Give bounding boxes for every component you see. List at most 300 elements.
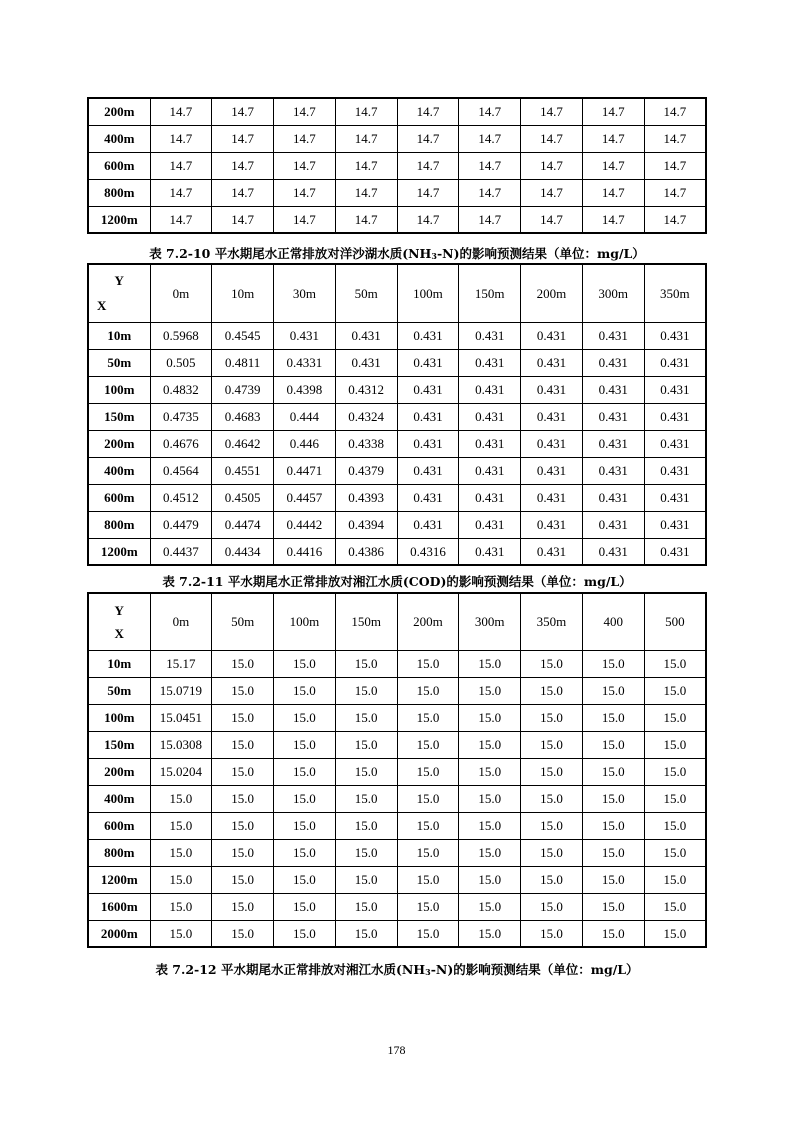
table-cell: 15.0: [644, 812, 706, 839]
table-cell: 15.0: [397, 866, 459, 893]
table-cell: 15.0: [521, 650, 583, 677]
table-cell: 15.0: [212, 785, 274, 812]
table-cell: 15.0: [150, 785, 212, 812]
table-cell: 0.431: [644, 484, 706, 511]
table-cell: 14.7: [150, 206, 212, 233]
row-label: 50m: [88, 349, 150, 376]
table-cell: 15.0: [274, 893, 336, 920]
header-axis-cell: Y X: [88, 593, 150, 650]
table-row: [88, 839, 706, 866]
table-cell: 15.0: [150, 839, 212, 866]
table-cell: 15.0: [644, 650, 706, 677]
table-cell: 15.0: [644, 893, 706, 920]
table-cell: 15.0: [212, 920, 274, 947]
table-cell: 15.0: [335, 704, 397, 731]
table-cell: 15.0: [582, 812, 644, 839]
table-cell: 0.431: [397, 430, 459, 457]
row-label: 1600m: [88, 893, 150, 920]
table-cell: 15.0: [459, 812, 521, 839]
table-cell: 15.0: [335, 839, 397, 866]
table-cell: 0.431: [459, 457, 521, 484]
column-header: 10m: [212, 264, 274, 322]
table-cell: 15.0: [397, 920, 459, 947]
column-header: 50m: [335, 264, 397, 322]
table-caption-7-2-11: 表 7.2-11 平水期尾水正常排放对湘江水质(COD)的影响预测结果（单位：mg/L）: [162, 574, 632, 589]
table-cell: 0.431: [644, 538, 706, 565]
column-header: 350m: [644, 264, 706, 322]
table-cell: 0.431: [582, 538, 644, 565]
table-cell: 15.0: [212, 812, 274, 839]
table-cell: 15.0: [582, 866, 644, 893]
table-cell: 0.4832: [150, 376, 212, 403]
table-cell: 0.431: [459, 484, 521, 511]
table-cell: 15.0: [459, 893, 521, 920]
table-cell: 15.0: [459, 731, 521, 758]
table-cell: 14.7: [582, 179, 644, 206]
table-cell: 0.431: [644, 430, 706, 457]
table-cell: 15.0: [582, 785, 644, 812]
table-cell: 15.0: [397, 731, 459, 758]
table-cell: 15.0: [459, 920, 521, 947]
table-cell: 15.0: [521, 839, 583, 866]
table-cell: 14.7: [335, 152, 397, 179]
table-cell: 15.0: [459, 866, 521, 893]
table-continued: [87, 97, 707, 234]
row-label: 2000m: [88, 920, 150, 947]
table-cell: 15.0: [274, 785, 336, 812]
table-cell: 14.7: [335, 206, 397, 233]
table-cell: 15.0: [212, 731, 274, 758]
table-cell: 14.7: [644, 125, 706, 152]
row-label: 800m: [88, 179, 150, 206]
table-cell: 0.431: [521, 538, 583, 565]
table-cell: 0.4505: [212, 484, 274, 511]
table-cell: 15.0: [212, 677, 274, 704]
table-cell: 15.0: [335, 812, 397, 839]
table-cell: 14.7: [521, 152, 583, 179]
table-cell: 15.0: [397, 650, 459, 677]
table-row: [88, 511, 706, 538]
row-label: 800m: [88, 511, 150, 538]
column-header: 30m: [274, 264, 336, 322]
row-label: 400m: [88, 785, 150, 812]
row-label: 600m: [88, 484, 150, 511]
table-cell: 15.0719: [150, 677, 212, 704]
table-cell: 0.4434: [212, 538, 274, 565]
row-label: 400m: [88, 457, 150, 484]
table-cell: 14.7: [274, 206, 336, 233]
table-cell: 14.7: [582, 152, 644, 179]
table-row: [88, 376, 706, 403]
table-cell: 14.7: [397, 179, 459, 206]
table-cell: 0.431: [459, 430, 521, 457]
table-cell: 15.0: [397, 839, 459, 866]
table-row: [88, 179, 706, 206]
table-row: [88, 758, 706, 785]
table-cell: 15.0: [150, 812, 212, 839]
column-header: 150m: [459, 264, 521, 322]
table-cell: 15.0: [397, 812, 459, 839]
table-cell: 0.446: [274, 430, 336, 457]
table-cell: 14.7: [335, 179, 397, 206]
table-cell: 0.431: [644, 457, 706, 484]
table-row: [88, 430, 706, 457]
table-cell: 0.431: [521, 511, 583, 538]
column-header: 0m: [150, 264, 212, 322]
table-cell: 0.4324: [335, 403, 397, 430]
table-cell: 0.431: [644, 376, 706, 403]
row-label: 10m: [88, 650, 150, 677]
table-cell: 14.7: [150, 125, 212, 152]
table-cell: 0.4474: [212, 511, 274, 538]
table-cell: 14.7: [212, 125, 274, 152]
table-cell: 14.7: [644, 98, 706, 125]
table-cell: 15.0204: [150, 758, 212, 785]
table-cell: 0.431: [397, 511, 459, 538]
table-cell: 14.7: [521, 206, 583, 233]
table-cell: 14.7: [582, 98, 644, 125]
table-cell: 15.0: [212, 839, 274, 866]
table-cell: 15.0: [644, 839, 706, 866]
table-cell: 0.431: [582, 484, 644, 511]
table-cell: 15.0: [459, 650, 521, 677]
table-cell: 0.431: [521, 376, 583, 403]
column-header: 300m: [582, 264, 644, 322]
table-caption-7-2-12: 表 7.2-12 平水期尾水正常排放对湘江水质$(NH_3-N)$的影响预测结果（单位：mg/L）: [155, 962, 639, 977]
table-cell: 15.0: [274, 920, 336, 947]
table-cell: 0.431: [521, 457, 583, 484]
row-label: 600m: [88, 812, 150, 839]
table-cell: 14.7: [521, 179, 583, 206]
row-label: 150m: [88, 731, 150, 758]
table-cell: 15.0: [521, 812, 583, 839]
table-cell: 15.0: [521, 731, 583, 758]
table-cell: 0.4379: [335, 457, 397, 484]
table-cell: 0.431: [582, 403, 644, 430]
table-cell: 15.0: [459, 785, 521, 812]
table-cell: 0.4442: [274, 511, 336, 538]
table-cell: 15.0: [150, 866, 212, 893]
table-cell: 15.0: [335, 650, 397, 677]
table-cell: 0.4331: [274, 349, 336, 376]
table-cell: 15.0: [582, 839, 644, 866]
table-cell: 0.4811: [212, 349, 274, 376]
table-cell: 0.4437: [150, 538, 212, 565]
row-label: 800m: [88, 839, 150, 866]
table-cell: 14.7: [644, 152, 706, 179]
table-cell: 15.0: [644, 866, 706, 893]
table-cell: 0.431: [582, 322, 644, 349]
table-cell: 14.7: [212, 206, 274, 233]
column-header: 300m: [459, 593, 521, 650]
table-cell: 14.7: [212, 98, 274, 125]
row-label: 200m: [88, 98, 150, 125]
table-cell: 0.431: [644, 322, 706, 349]
table-cell: 15.0: [335, 758, 397, 785]
table-cell: 0.4564: [150, 457, 212, 484]
table-cell: 0.431: [459, 403, 521, 430]
table-cell: 0.431: [521, 430, 583, 457]
table-row: [88, 866, 706, 893]
column-header: 150m: [335, 593, 397, 650]
table-cell: 15.0: [335, 893, 397, 920]
table-cell: 15.0: [150, 893, 212, 920]
table-cell: 0.431: [644, 403, 706, 430]
table-cell: 15.0: [644, 731, 706, 758]
table-row: [88, 812, 706, 839]
table-cell: 0.4683: [212, 403, 274, 430]
table-row: [88, 893, 706, 920]
table-cell: 15.0: [521, 704, 583, 731]
column-header: 100m: [397, 264, 459, 322]
table-cell: 14.7: [212, 152, 274, 179]
table-cell: 0.431: [397, 322, 459, 349]
table-cell: 0.4545: [212, 322, 274, 349]
table-cell: 14.7: [274, 98, 336, 125]
table-cell: 14.7: [274, 179, 336, 206]
table-cell: 15.0: [521, 758, 583, 785]
table-cell: 0.505: [150, 349, 212, 376]
table-cell: 15.0: [397, 677, 459, 704]
column-header: 50m: [212, 593, 274, 650]
page-number: 178: [387, 1043, 406, 1057]
column-header: 200m: [397, 593, 459, 650]
table-cell: 15.0: [582, 758, 644, 785]
table-cell: 15.0: [582, 893, 644, 920]
table-row: [88, 704, 706, 731]
table-cell: 0.431: [459, 349, 521, 376]
table-cell: 14.7: [397, 206, 459, 233]
table-cell: 15.0: [521, 785, 583, 812]
table-cell: 15.0: [582, 731, 644, 758]
table-cell: 0.4386: [335, 538, 397, 565]
table-cell: 0.4551: [212, 457, 274, 484]
table-cell: 15.0: [397, 785, 459, 812]
table-cell: 15.0: [397, 893, 459, 920]
table-cell: 14.7: [459, 179, 521, 206]
table-cell: 14.7: [644, 206, 706, 233]
table-cell: 15.0: [582, 920, 644, 947]
table-row: [88, 403, 706, 430]
table-cell: 15.0: [212, 650, 274, 677]
table-cell: 14.7: [397, 125, 459, 152]
table-cell: 0.4457: [274, 484, 336, 511]
table-row: [88, 457, 706, 484]
row-label: 400m: [88, 125, 150, 152]
table-cell: 15.0: [397, 704, 459, 731]
table-cell: 15.17: [150, 650, 212, 677]
table-cell: 14.7: [274, 125, 336, 152]
table-cell: 14.7: [335, 98, 397, 125]
table-cell: 0.431: [274, 322, 336, 349]
table-cell: 0.431: [521, 403, 583, 430]
table-cell: 0.4642: [212, 430, 274, 457]
table-cell: 15.0: [274, 677, 336, 704]
table-cell: 14.7: [644, 179, 706, 206]
table-cell: 15.0: [644, 704, 706, 731]
table-row: [88, 677, 706, 704]
table-cell: 0.4471: [274, 457, 336, 484]
table-cell: 0.431: [521, 322, 583, 349]
table-cell: 0.431: [521, 349, 583, 376]
table-row: [88, 484, 706, 511]
table-cell: 14.7: [459, 206, 521, 233]
table-cell: 15.0: [335, 866, 397, 893]
table-cell: 0.431: [582, 511, 644, 538]
table-cell: 0.4512: [150, 484, 212, 511]
table-caption-7-2-10: 表 7.2-10 平水期尾水正常排放对洋沙湖水质$(NH_3-N)$的影响预测结果（单位：mg/L）: [149, 246, 645, 261]
table-cell: 15.0: [150, 920, 212, 947]
table-cell: 0.431: [459, 511, 521, 538]
row-label: 100m: [88, 704, 150, 731]
column-header: 200m: [521, 264, 583, 322]
table-row: [88, 785, 706, 812]
table-cell: 14.7: [459, 98, 521, 125]
row-label: 600m: [88, 152, 150, 179]
row-label: 100m: [88, 376, 150, 403]
table-cell: 14.7: [397, 98, 459, 125]
table-cod-river: [87, 592, 707, 948]
table-cell: 15.0: [644, 785, 706, 812]
column-header: 400: [582, 593, 644, 650]
table-cell: 15.0: [582, 677, 644, 704]
table-cell: 15.0: [644, 758, 706, 785]
table-cell: 14.7: [150, 179, 212, 206]
row-label: 150m: [88, 403, 150, 430]
column-header: 100m: [274, 593, 336, 650]
table-cell: 0.4676: [150, 430, 212, 457]
table-cell: 0.431: [397, 403, 459, 430]
table-row: [88, 322, 706, 349]
row-label: 1200m: [88, 206, 150, 233]
column-header: 350m: [521, 593, 583, 650]
table-cell: 15.0: [459, 839, 521, 866]
table-cell: 0.431: [459, 376, 521, 403]
table-cell: 15.0: [212, 893, 274, 920]
table-cell: 15.0: [582, 704, 644, 731]
table-cell: 14.7: [459, 152, 521, 179]
table-cell: 15.0: [335, 677, 397, 704]
table-cell: 0.4394: [335, 511, 397, 538]
table-cell: 0.4739: [212, 376, 274, 403]
table-cell: 15.0451: [150, 704, 212, 731]
table-cell: 0.4735: [150, 403, 212, 430]
table-cell: 14.7: [582, 206, 644, 233]
table-cell: 0.4338: [335, 430, 397, 457]
table-cell: 0.431: [521, 484, 583, 511]
table-cell: 15.0: [521, 677, 583, 704]
table-cell: 0.431: [397, 349, 459, 376]
table-cell: 15.0: [274, 812, 336, 839]
table-cell: 15.0: [397, 758, 459, 785]
table-cell: 14.7: [150, 152, 212, 179]
table-row: [88, 98, 706, 125]
table-cell: 15.0308: [150, 731, 212, 758]
table-cell: 15.0: [335, 731, 397, 758]
table-cell: 15.0: [521, 866, 583, 893]
table-cell: 0.431: [582, 376, 644, 403]
table-cell: 15.0: [644, 677, 706, 704]
table-row: [88, 206, 706, 233]
table-cell: 15.0: [644, 920, 706, 947]
table-cell: 15.0: [521, 920, 583, 947]
column-header: 500: [644, 593, 706, 650]
table-cell: 0.4312: [335, 376, 397, 403]
table-cell: 15.0: [274, 704, 336, 731]
table-row: [88, 650, 706, 677]
table-cell: 0.4316: [397, 538, 459, 565]
table-cell: 15.0: [274, 866, 336, 893]
table-cell: 0.444: [274, 403, 336, 430]
table-cell: 0.431: [397, 376, 459, 403]
table-cell: 15.0: [274, 758, 336, 785]
table-cell: 14.7: [521, 98, 583, 125]
table-cell: 0.4393: [335, 484, 397, 511]
table-cell: 0.431: [459, 322, 521, 349]
table-cell: 14.7: [582, 125, 644, 152]
table-cell: 0.431: [397, 484, 459, 511]
table-cell: 15.0: [274, 839, 336, 866]
table-cell: 0.431: [582, 349, 644, 376]
table-cell: 15.0: [212, 866, 274, 893]
table-cell: 14.7: [212, 179, 274, 206]
row-label: 10m: [88, 322, 150, 349]
table-cell: 0.4398: [274, 376, 336, 403]
table-cell: 0.5968: [150, 322, 212, 349]
table-cell: 15.0: [335, 920, 397, 947]
table-nh3-lake: [87, 263, 707, 566]
table-cell: 15.0: [459, 677, 521, 704]
table-cell: 14.7: [521, 125, 583, 152]
row-label: 200m: [88, 758, 150, 785]
table-cell: 15.0: [459, 758, 521, 785]
table-cell: 14.7: [274, 152, 336, 179]
table-cell: 0.431: [582, 430, 644, 457]
table-cell: 0.431: [397, 457, 459, 484]
table-cell: 15.0: [335, 785, 397, 812]
table-cell: 0.431: [459, 538, 521, 565]
table-cell: 15.0: [459, 704, 521, 731]
table-cell: 14.7: [397, 152, 459, 179]
table-cell: 14.7: [459, 125, 521, 152]
header-axis-cell: Y X: [88, 264, 150, 322]
table-cell: 0.431: [335, 349, 397, 376]
column-header: 0m: [150, 593, 212, 650]
table-cell: 0.431: [335, 322, 397, 349]
table-cell: 15.0: [274, 731, 336, 758]
table-cell: 15.0: [212, 758, 274, 785]
row-label: 1200m: [88, 538, 150, 565]
table-row: [88, 920, 706, 947]
table-row: [88, 731, 706, 758]
table-row: [88, 125, 706, 152]
table-cell: 15.0: [521, 893, 583, 920]
table-cell: 15.0: [274, 650, 336, 677]
table-cell: 14.7: [335, 125, 397, 152]
table-row: [88, 538, 706, 565]
table-row: [88, 152, 706, 179]
table-cell: 0.4416: [274, 538, 336, 565]
row-label: 50m: [88, 677, 150, 704]
table-cell: 0.431: [644, 349, 706, 376]
table-cell: 0.431: [582, 457, 644, 484]
table-cell: 15.0: [582, 650, 644, 677]
row-label: 1200m: [88, 866, 150, 893]
table-row: [88, 349, 706, 376]
table-cell: 14.7: [150, 98, 212, 125]
table-cell: 0.4479: [150, 511, 212, 538]
table-cell: 15.0: [212, 704, 274, 731]
